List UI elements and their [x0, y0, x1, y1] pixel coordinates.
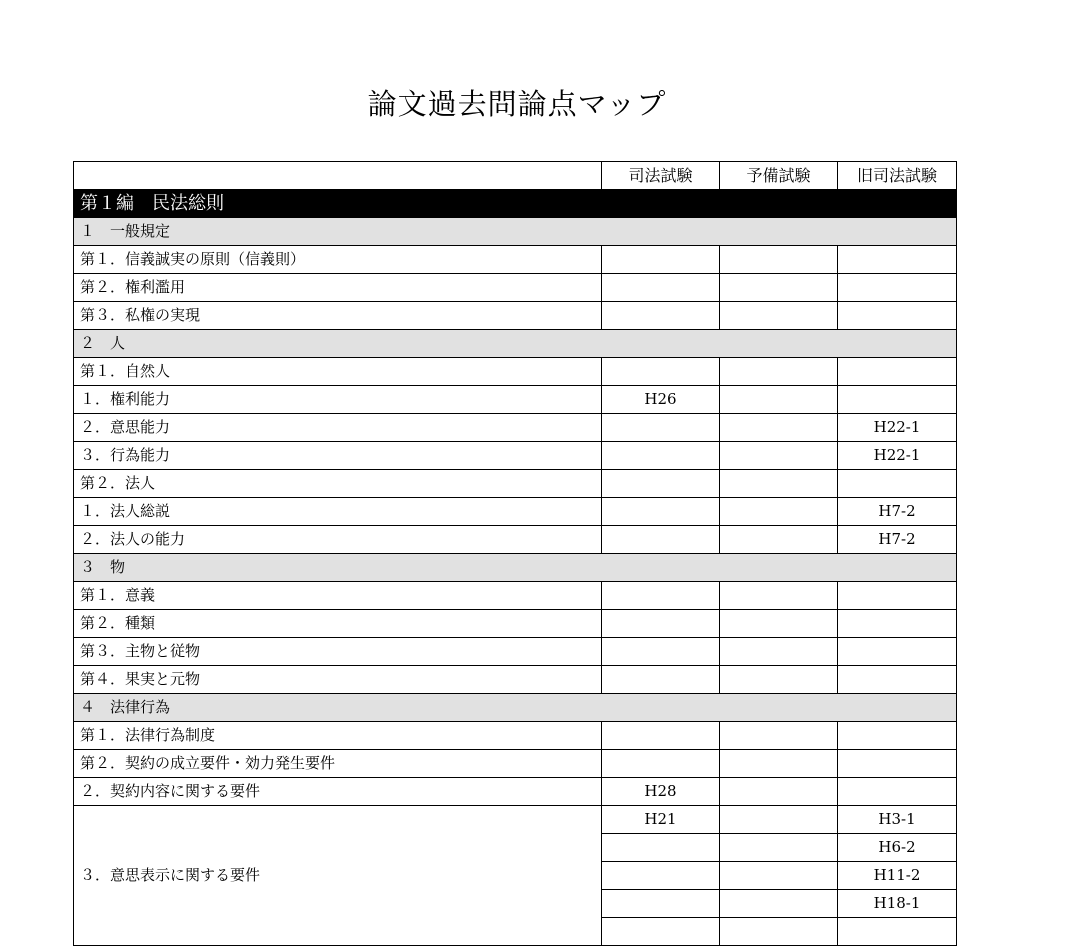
cell-shiho: [602, 302, 720, 330]
cell-kyu: H3-1: [838, 806, 957, 834]
cell-shiho: [602, 638, 720, 666]
table-row: [74, 246, 957, 274]
cell-shiho: [602, 834, 720, 862]
table-row: [74, 526, 957, 554]
cell-kyu: H22-1: [838, 414, 957, 442]
header-shiho: 司法試験: [602, 162, 720, 190]
cell-shiho: [602, 414, 720, 442]
row-label: ２．契約内容に関する要件: [74, 778, 602, 806]
row-label: 第１．法律行為制度: [74, 722, 602, 750]
cell-yobi: [720, 302, 838, 330]
cell-shiho: [602, 442, 720, 470]
chapter-row: [74, 330, 957, 358]
row-label: 第４．果実と元物: [74, 666, 602, 694]
cell-yobi: [720, 834, 838, 862]
row-label: 第１．信義誠実の原則（信義則）: [74, 246, 602, 274]
table-row: [74, 274, 957, 302]
cell-yobi: [720, 582, 838, 610]
header-kyu: 旧司法試験: [838, 162, 957, 190]
table-row: [74, 498, 957, 526]
cell-kyu: [838, 358, 957, 386]
cell-yobi: [720, 610, 838, 638]
chapter-heading: ３ 物: [74, 554, 957, 582]
cell-shiho: [602, 246, 720, 274]
cell-shiho: [602, 918, 720, 946]
cell-kyu: [838, 666, 957, 694]
table-row: [74, 358, 957, 386]
cell-kyu: [838, 246, 957, 274]
row-label: ２．意思能力: [74, 414, 602, 442]
cell-shiho: [602, 274, 720, 302]
part-row: [74, 190, 957, 218]
cell-kyu: [838, 274, 957, 302]
cell-kyu: [838, 918, 957, 946]
cell-yobi: [720, 666, 838, 694]
table-row: [74, 442, 957, 470]
table-row: [74, 610, 957, 638]
cell-kyu: H6-2: [838, 834, 957, 862]
table-row: [74, 386, 957, 414]
chapter-row: [74, 554, 957, 582]
cell-kyu: [838, 386, 957, 414]
cell-shiho: H26: [602, 386, 720, 414]
table-row: [74, 666, 957, 694]
chapter-heading: １ 一般規定: [74, 218, 957, 246]
cell-yobi: [720, 862, 838, 890]
cell-kyu: H11-2: [838, 862, 957, 890]
cell-yobi: [720, 806, 838, 834]
chapter-heading: ４ 法律行為: [74, 694, 957, 722]
table-row: [74, 582, 957, 610]
cell-shiho: [602, 666, 720, 694]
cell-shiho: [602, 526, 720, 554]
cell-yobi: [720, 890, 838, 918]
cell-shiho: [602, 722, 720, 750]
cell-shiho: [602, 610, 720, 638]
cell-kyu: H22-1: [838, 442, 957, 470]
header-row: [74, 162, 957, 190]
row-label-declaration-of-intent: ３．意思表示に関する要件: [74, 806, 602, 946]
row-label: 第３．私権の実現: [74, 302, 602, 330]
cell-shiho: [602, 582, 720, 610]
cell-yobi: [720, 638, 838, 666]
issue-map-table: [73, 161, 957, 946]
cell-kyu: H18-1: [838, 890, 957, 918]
cell-shiho: [602, 498, 720, 526]
cell-shiho: [602, 358, 720, 386]
cell-yobi: [720, 470, 838, 498]
cell-yobi: [720, 750, 838, 778]
table-row: [74, 806, 957, 834]
cell-shiho: [602, 750, 720, 778]
row-label: 第１．自然人: [74, 358, 602, 386]
row-label: 第１．意義: [74, 582, 602, 610]
table-row: [74, 778, 957, 806]
cell-kyu: [838, 610, 957, 638]
cell-shiho: [602, 862, 720, 890]
cell-kyu: [838, 750, 957, 778]
row-label: 第２．契約の成立要件・効力発生要件: [74, 750, 602, 778]
row-label: ２．法人の能力: [74, 526, 602, 554]
chapter-row: [74, 694, 957, 722]
row-label: 第２．権利濫用: [74, 274, 602, 302]
part-heading: 第１編 民法総則: [74, 190, 957, 218]
table-row: [74, 470, 957, 498]
cell-yobi: [720, 386, 838, 414]
cell-yobi: [720, 274, 838, 302]
table-row: [74, 302, 957, 330]
cell-yobi: [720, 722, 838, 750]
cell-yobi: [720, 442, 838, 470]
cell-kyu: [838, 722, 957, 750]
header-topic-cell: [74, 162, 602, 190]
cell-kyu: H7-2: [838, 498, 957, 526]
cell-kyu: [838, 582, 957, 610]
cell-yobi: [720, 526, 838, 554]
cell-kyu: [838, 778, 957, 806]
cell-yobi: [720, 358, 838, 386]
table-row: [74, 722, 957, 750]
row-label: 第２．種類: [74, 610, 602, 638]
cell-shiho: H21: [602, 806, 720, 834]
table-row: [74, 414, 957, 442]
cell-kyu: [838, 470, 957, 498]
cell-yobi: [720, 778, 838, 806]
page-title: 論文過去問論点マップ: [367, 87, 667, 121]
chapter-heading: ２ 人: [74, 330, 957, 358]
cell-kyu: H7-2: [838, 526, 957, 554]
cell-yobi: [720, 414, 838, 442]
cell-kyu: [838, 302, 957, 330]
cell-shiho: [602, 890, 720, 918]
cell-shiho: [602, 470, 720, 498]
cell-yobi: [720, 498, 838, 526]
cell-shiho: H28: [602, 778, 720, 806]
row-label: １．権利能力: [74, 386, 602, 414]
header-yobi: 予備試験: [720, 162, 838, 190]
chapter-row: [74, 218, 957, 246]
cell-yobi: [720, 918, 838, 946]
table-row: [74, 638, 957, 666]
table-row: [74, 750, 957, 778]
row-label: １．法人総説: [74, 498, 602, 526]
cell-yobi: [720, 246, 838, 274]
row-label: 第２．法人: [74, 470, 602, 498]
row-label: ３．行為能力: [74, 442, 602, 470]
cell-kyu: [838, 638, 957, 666]
row-label: 第３．主物と従物: [74, 638, 602, 666]
